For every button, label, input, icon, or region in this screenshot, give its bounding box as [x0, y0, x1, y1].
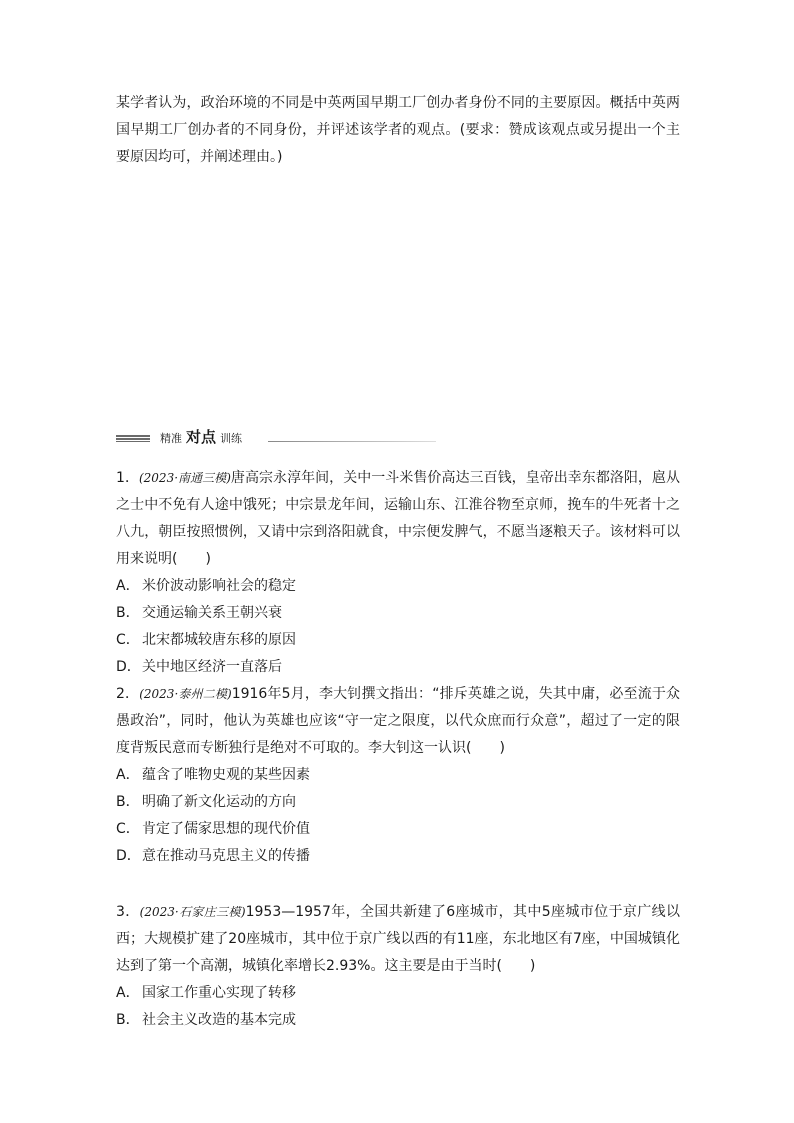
question-text: 1953—1957年，全国共新建了6座城市，其中5座城市位于京广线以西；大规模扩建了20座城市，其中位于京广线以西的有11座，东北地区有7座，中国城镇化达到了第一个高潮，城镇化率增长2.93%。这主要是由于当时( ) — [116, 904, 680, 974]
option-text: 意在推动马克思主义的传播 — [142, 848, 310, 864]
question-number: 3． — [116, 904, 140, 920]
question-1 — [116, 465, 680, 681]
option-letter: A． — [116, 767, 140, 783]
question-source: (2023·泰州二模) — [139, 687, 232, 701]
option-d[interactable] — [116, 654, 680, 681]
option-text: 社会主义改造的基本完成 — [142, 1012, 296, 1028]
option-text: 关中地区经济一直落后 — [142, 659, 282, 675]
question-text: 唐高宗永淳年间，关中一斗米售价高达三百钱，皇帝出幸东都洛阳，扈从之士中不免有人途中饿死；中宗景龙年间，运输山东、江淮谷物至京师，挽车的牛死者十之八九，朝臣按照惯例，又请中宗到洛阳就食，中宗便发脾气，不愿当逐粮天子。该材料可以用来说明( ) — [116, 470, 681, 567]
question-stem — [116, 681, 680, 762]
option-a[interactable] — [116, 762, 680, 789]
question-number: 1． — [116, 470, 139, 486]
option-text: 明确了新文化运动的方向 — [142, 794, 296, 810]
option-a[interactable] — [116, 573, 680, 600]
option-text: 蕴含了唯物史观的某些因素 — [142, 767, 310, 783]
option-text: 米价波动影响社会的稳定 — [142, 578, 296, 594]
option-a[interactable] — [116, 980, 680, 1007]
question-source: (2023·南通三模) — [138, 471, 231, 485]
question-2 — [116, 681, 680, 870]
section-header-title — [160, 427, 242, 449]
option-d[interactable] — [116, 843, 680, 870]
option-letter: C． — [116, 821, 140, 837]
option-c[interactable] — [116, 627, 680, 654]
section-header-right: 训练 — [220, 432, 243, 445]
option-letter: A． — [116, 985, 140, 1001]
option-text: 国家工作重心实现了转移 — [142, 985, 296, 1001]
option-text: 北宋都城较唐东移的原因 — [142, 632, 296, 648]
option-b[interactable] — [116, 600, 680, 627]
option-text: 肯定了儒家思想的现代价值 — [142, 821, 310, 837]
option-c[interactable] — [116, 816, 680, 843]
option-letter: C． — [116, 632, 140, 648]
option-b[interactable] — [116, 789, 680, 816]
question-source: (2023·石家庄三模) — [139, 905, 246, 919]
intro-paragraph: 某学者认为，政治环境的不同是中英两国早期工厂创办者身份不同的主要原因。概括中英两国早期工厂创办者的不同身份，并评述该学者的观点。(要求：赞成该观点或另提出一个主要原因均可，并阐述理由。) — [116, 95, 680, 165]
section-header — [116, 427, 436, 449]
section-header-left: 精准 — [160, 432, 182, 445]
section-header-bar — [116, 435, 150, 442]
option-letter: B． — [116, 605, 140, 621]
question-number: 2． — [116, 686, 140, 702]
question-3 — [116, 899, 680, 1034]
option-letter: B． — [116, 794, 140, 810]
option-text: 交通运输关系王朝兴衰 — [142, 605, 282, 621]
option-letter: B． — [116, 1012, 140, 1028]
section-header-mid: 对点 — [186, 428, 217, 446]
option-letter: D． — [116, 659, 141, 675]
option-b[interactable] — [116, 1007, 680, 1034]
section-header-rule — [268, 441, 436, 442]
option-letter: A． — [116, 578, 140, 594]
question-stem — [116, 465, 680, 573]
question-stem — [116, 899, 680, 980]
question-text: 1916年5月，李大钊撰文指出：“排斥英雄之说，失其中庸，必至流于众愚政治”，同时，他认为英雄也应该“守一定之限度，以代众庶而行众意”，超过了一定的限度背叛民意而专断独行是绝对不可取的。李大钊这一认识( ) — [116, 686, 681, 756]
option-letter: D． — [116, 848, 141, 864]
